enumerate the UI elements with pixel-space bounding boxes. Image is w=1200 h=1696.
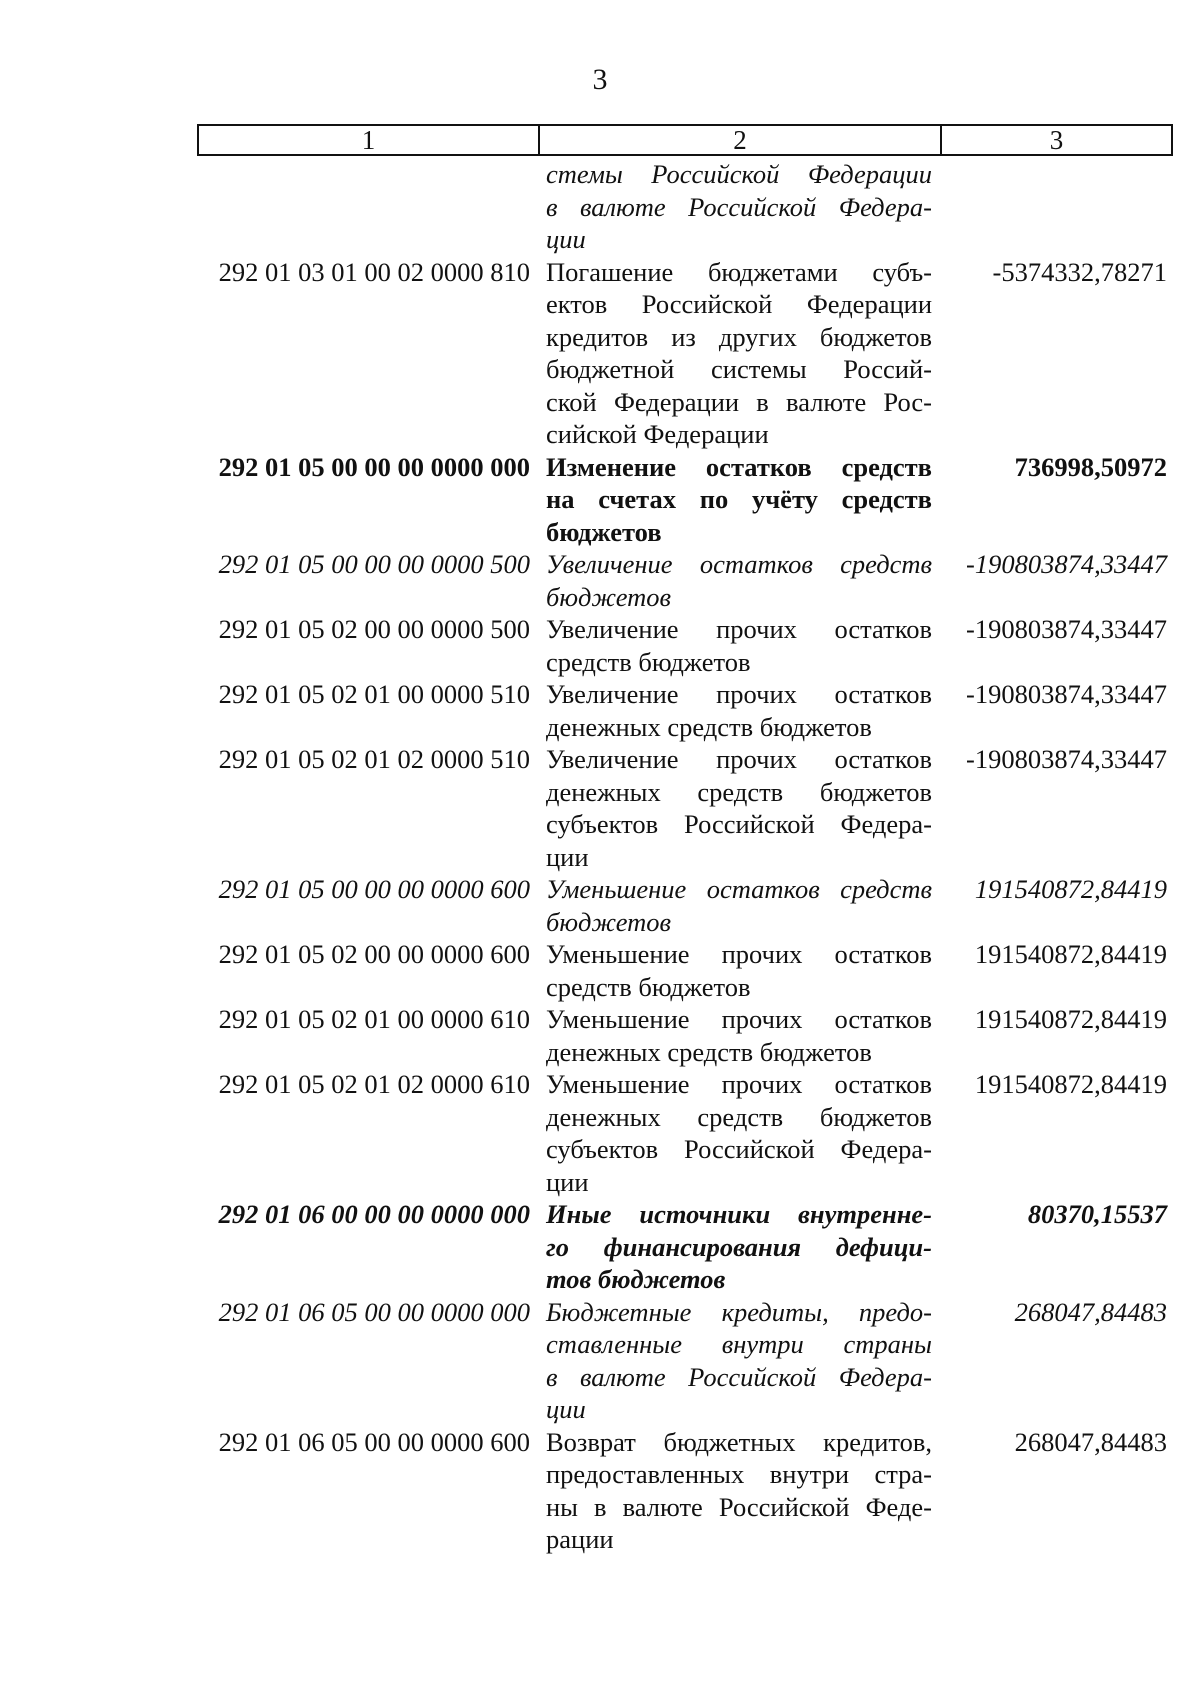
item-name-line: Иные источники внутренне- bbox=[546, 1199, 932, 1229]
item-name bbox=[538, 938, 940, 1003]
amount-value: -190803874,33447 bbox=[966, 679, 1167, 709]
budget-code: 292 01 06 05 00 00 0000 600 bbox=[218, 1426, 530, 1457]
item-name-line: стемы Российской Федерации bbox=[546, 159, 932, 189]
amount-value: 191540872,84419 bbox=[974, 874, 1167, 904]
item-name bbox=[538, 1296, 940, 1426]
amount-value: 191540872,84419 bbox=[974, 1004, 1167, 1034]
item-name-line: предоставленных внутри стра- bbox=[546, 1459, 932, 1489]
table-row bbox=[197, 256, 1177, 451]
amount-value: -190803874,33447 bbox=[966, 744, 1167, 774]
header-col-1: 1 bbox=[199, 126, 540, 154]
item-name-line: денежных средств бюджетов bbox=[546, 1036, 872, 1067]
item-name-line: субъектов Российской Федера- bbox=[546, 809, 932, 839]
item-name bbox=[538, 548, 940, 613]
item-name-line: Уменьшение прочих остатков bbox=[546, 1069, 932, 1099]
item-name bbox=[538, 613, 940, 678]
item-name-line: Уменьшение прочих остатков bbox=[546, 939, 932, 969]
item-name-line: бюджетов bbox=[546, 516, 662, 547]
table-row bbox=[197, 873, 1177, 938]
item-name-line: денежных средств бюджетов bbox=[546, 1101, 932, 1132]
amount-value: 80370,15537 bbox=[1027, 1199, 1167, 1229]
item-name-line: бюджетов bbox=[546, 581, 672, 612]
item-name bbox=[538, 451, 940, 549]
item-name-line: ской Федерации в валюте Рос- bbox=[546, 386, 932, 417]
amount-value: 736998,50972 bbox=[1014, 451, 1167, 482]
item-name-line: ектов Российской Федерации bbox=[546, 289, 932, 319]
table-row bbox=[197, 451, 1177, 549]
budget-code: 292 01 05 00 00 00 0000 000 bbox=[218, 451, 530, 482]
item-name-line: ции bbox=[546, 841, 589, 872]
item-name bbox=[538, 1003, 940, 1068]
item-name-line: на счетах по учёту средств bbox=[546, 484, 932, 514]
item-name bbox=[538, 1068, 940, 1198]
budget-code: 292 01 06 00 00 00 0000 000 bbox=[218, 1199, 530, 1229]
item-name-line: средств бюджетов bbox=[546, 971, 751, 1002]
item-name-line: го финансирования дефици- bbox=[546, 1231, 932, 1262]
item-name bbox=[538, 1198, 940, 1296]
item-name-line: субъектов Российской Федера- bbox=[546, 1134, 932, 1164]
item-name-line: ции bbox=[546, 1166, 589, 1197]
item-name bbox=[538, 1426, 940, 1556]
item-name-line: ставленные внутри страны bbox=[546, 1329, 932, 1359]
item-name-line: сийской Федерации bbox=[546, 419, 769, 449]
item-name bbox=[538, 256, 940, 451]
budget-code: 292 01 05 00 00 00 0000 600 bbox=[218, 874, 530, 904]
table-row bbox=[197, 158, 1177, 256]
table-row bbox=[197, 1198, 1177, 1296]
table-row bbox=[197, 1426, 1177, 1556]
item-name-line: кредитов из других бюджетов bbox=[546, 321, 932, 352]
item-name-line: Увеличение прочих остатков bbox=[546, 679, 932, 709]
item-name-line: Уменьшение прочих остатков bbox=[546, 1004, 932, 1034]
item-name-line: ции bbox=[546, 1394, 586, 1424]
item-name-line: ции bbox=[546, 224, 586, 254]
amount-value: 268047,84483 bbox=[1014, 1426, 1167, 1457]
item-name-line: Увеличение остатков средств bbox=[546, 549, 932, 579]
item-name bbox=[538, 873, 940, 938]
item-name-line: Увеличение прочих остатков bbox=[546, 614, 932, 644]
budget-code: 292 01 06 05 00 00 0000 000 bbox=[218, 1296, 530, 1327]
budget-code: 292 01 05 02 00 00 0000 600 bbox=[218, 939, 530, 969]
amount-value: -5374332,78271 bbox=[992, 256, 1167, 287]
item-name-line: Бюджетные кредиты, предо- bbox=[546, 1296, 932, 1327]
budget-code: 292 01 05 00 00 00 0000 500 bbox=[218, 549, 530, 579]
table-row bbox=[197, 743, 1177, 873]
table-header bbox=[197, 124, 1173, 156]
amount-value: 268047,84483 bbox=[1014, 1296, 1167, 1327]
table-row bbox=[197, 613, 1177, 678]
item-name bbox=[538, 158, 940, 256]
item-name-line: в валюте Российской Федера- bbox=[546, 191, 932, 222]
amount-value: 191540872,84419 bbox=[974, 1069, 1167, 1099]
item-name-line: денежных средств бюджетов bbox=[546, 711, 872, 742]
item-name bbox=[538, 743, 940, 873]
page-number: 3 bbox=[592, 63, 608, 96]
item-name-line: бюджетов bbox=[546, 906, 672, 937]
table-row bbox=[197, 1068, 1177, 1198]
item-name-line: Погашение бюджетами субъ- bbox=[546, 256, 932, 287]
table-body bbox=[197, 158, 1177, 1556]
budget-code: 292 01 05 02 00 00 0000 500 bbox=[218, 614, 530, 644]
item-name-line: в валюте Российской Федера- bbox=[546, 1361, 932, 1392]
header-col-2: 2 bbox=[540, 126, 942, 154]
amount-value: -190803874,33447 bbox=[966, 549, 1167, 579]
table-row bbox=[197, 678, 1177, 743]
item-name-line: рации bbox=[546, 1524, 614, 1554]
budget-code: 292 01 05 02 01 00 0000 610 bbox=[218, 1004, 530, 1034]
item-name-line: ны в валюте Российской Феде- bbox=[546, 1491, 932, 1522]
budget-code: 292 01 05 02 01 02 0000 610 bbox=[218, 1069, 530, 1099]
amount-value: 191540872,84419 bbox=[974, 939, 1167, 969]
item-name bbox=[538, 678, 940, 743]
item-name-line: Уменьшение остатков средств bbox=[546, 874, 932, 904]
item-name-line: Увеличение прочих остатков bbox=[546, 744, 932, 774]
header-col-3: 3 bbox=[1049, 125, 1064, 155]
budget-code: 292 01 05 02 01 02 0000 510 bbox=[218, 744, 530, 774]
item-name-line: средств бюджетов bbox=[546, 646, 751, 677]
table-row bbox=[197, 1003, 1177, 1068]
table-row bbox=[197, 1296, 1177, 1426]
item-name-line: Изменение остатков средств bbox=[546, 451, 932, 482]
table-row bbox=[197, 548, 1177, 613]
item-name-line: бюджетной системы Россий- bbox=[546, 354, 932, 384]
amount-value: -190803874,33447 bbox=[966, 614, 1167, 644]
budget-code: 292 01 03 01 00 02 0000 810 bbox=[218, 256, 530, 287]
budget-code: 292 01 05 02 01 00 0000 510 bbox=[218, 679, 530, 709]
item-name-line: Возврат бюджетных кредитов, bbox=[546, 1426, 932, 1457]
item-name-line: денежных средств бюджетов bbox=[546, 776, 932, 807]
item-name-line: тов бюджетов bbox=[546, 1264, 726, 1294]
table-row bbox=[197, 938, 1177, 1003]
